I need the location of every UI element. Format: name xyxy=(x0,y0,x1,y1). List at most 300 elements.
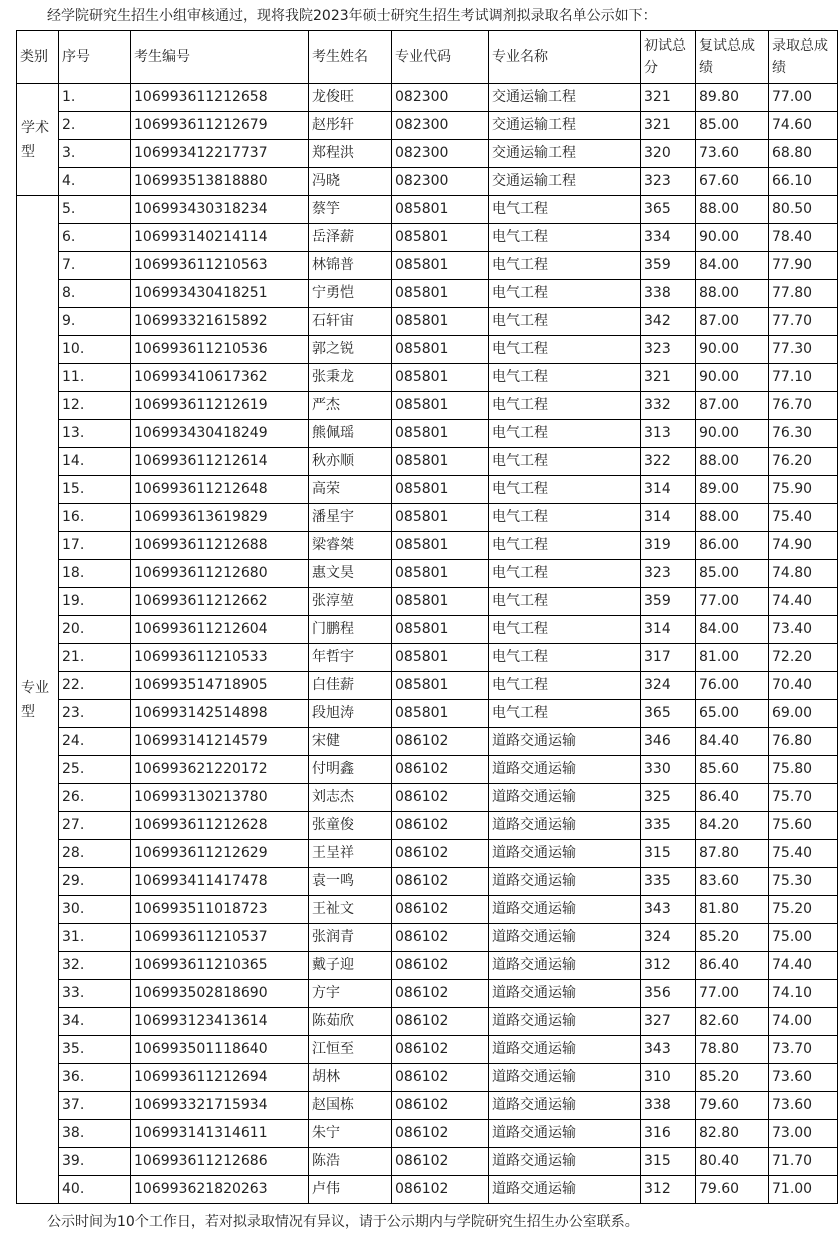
major-name-cell: 电气工程 xyxy=(489,196,641,224)
total-score-cell: 74.10 xyxy=(769,980,838,1008)
major-name-cell: 电气工程 xyxy=(489,308,641,336)
name-cell: 赵国栋 xyxy=(309,1092,392,1120)
major-name-cell: 道路交通运输 xyxy=(489,1176,641,1204)
table-row xyxy=(17,476,838,504)
major-code-cell: 085801 xyxy=(392,280,489,308)
major-name-cell: 电气工程 xyxy=(489,448,641,476)
initial-score-cell: 332 xyxy=(641,392,696,420)
name-cell: 张润青 xyxy=(309,924,392,952)
seq-cell: 7. xyxy=(59,252,131,280)
total-score-cell: 75.30 xyxy=(769,868,838,896)
retest-score-cell: 84.40 xyxy=(696,728,769,756)
total-score-cell: 75.70 xyxy=(769,784,838,812)
table-row xyxy=(17,840,838,868)
table-row xyxy=(17,448,838,476)
retest-score-cell: 88.00 xyxy=(696,448,769,476)
table-row xyxy=(17,728,838,756)
major-name-cell: 电气工程 xyxy=(489,560,641,588)
table-row xyxy=(17,252,838,280)
major-code-cell: 086102 xyxy=(392,812,489,840)
total-score-cell: 73.60 xyxy=(769,1064,838,1092)
total-score-cell: 74.80 xyxy=(769,560,838,588)
exam-id-cell: 106993611212688 xyxy=(131,532,309,560)
major-code-cell: 085801 xyxy=(392,308,489,336)
exam-id-cell: 106993621820263 xyxy=(131,1176,309,1204)
table-row xyxy=(17,532,838,560)
name-cell: 段旭涛 xyxy=(309,700,392,728)
seq-cell: 22. xyxy=(59,672,131,700)
major-name-cell: 道路交通运输 xyxy=(489,1064,641,1092)
seq-cell: 1. xyxy=(59,84,131,112)
name-cell: 赵彤轩 xyxy=(309,112,392,140)
initial-score-cell: 320 xyxy=(641,140,696,168)
retest-score-cell: 85.00 xyxy=(696,112,769,140)
exam-id-cell: 106993611212679 xyxy=(131,112,309,140)
major-name-cell: 电气工程 xyxy=(489,336,641,364)
major-name-cell: 交通运输工程 xyxy=(489,168,641,196)
col-header-major-name: 专业名称 xyxy=(489,31,641,84)
initial-score-cell: 335 xyxy=(641,812,696,840)
name-cell: 郑程洪 xyxy=(309,140,392,168)
initial-score-cell: 325 xyxy=(641,784,696,812)
name-cell: 王呈祥 xyxy=(309,840,392,868)
major-name-cell: 道路交通运输 xyxy=(489,980,641,1008)
initial-score-cell: 314 xyxy=(641,476,696,504)
exam-id-cell: 106993611210533 xyxy=(131,644,309,672)
table-body xyxy=(17,84,838,1204)
table-row xyxy=(17,1176,838,1204)
name-cell: 陈茹欣 xyxy=(309,1008,392,1036)
exam-id-cell: 106993430418249 xyxy=(131,420,309,448)
seq-cell: 34. xyxy=(59,1008,131,1036)
total-score-cell: 73.40 xyxy=(769,616,838,644)
retest-score-cell: 86.40 xyxy=(696,784,769,812)
table-row xyxy=(17,364,838,392)
table-row xyxy=(17,616,838,644)
table-row xyxy=(17,196,838,224)
major-name-cell: 道路交通运输 xyxy=(489,924,641,952)
retest-score-cell: 87.00 xyxy=(696,392,769,420)
exam-id-cell: 106993511018723 xyxy=(131,896,309,924)
retest-score-cell: 84.20 xyxy=(696,812,769,840)
total-score-cell: 74.40 xyxy=(769,952,838,980)
seq-cell: 25. xyxy=(59,756,131,784)
major-name-cell: 电气工程 xyxy=(489,532,641,560)
col-header-retest-score: 复试总成绩 xyxy=(696,31,769,84)
retest-score-cell: 77.00 xyxy=(696,980,769,1008)
seq-cell: 33. xyxy=(59,980,131,1008)
total-score-cell: 74.60 xyxy=(769,112,838,140)
initial-score-cell: 338 xyxy=(641,1092,696,1120)
table-row xyxy=(17,952,838,980)
total-score-cell: 77.00 xyxy=(769,84,838,112)
total-score-cell: 75.60 xyxy=(769,812,838,840)
col-header-name: 考生姓名 xyxy=(309,31,392,84)
major-code-cell: 085801 xyxy=(392,644,489,672)
name-cell: 龙俊旺 xyxy=(309,84,392,112)
major-code-cell: 085801 xyxy=(392,392,489,420)
total-score-cell: 77.70 xyxy=(769,308,838,336)
major-code-cell: 085801 xyxy=(392,336,489,364)
name-cell: 张淳堃 xyxy=(309,588,392,616)
retest-score-cell: 65.00 xyxy=(696,700,769,728)
table-row xyxy=(17,112,838,140)
table-row xyxy=(17,308,838,336)
initial-score-cell: 343 xyxy=(641,1036,696,1064)
major-code-cell: 085801 xyxy=(392,700,489,728)
seq-cell: 3. xyxy=(59,140,131,168)
total-score-cell: 78.40 xyxy=(769,224,838,252)
retest-score-cell: 80.40 xyxy=(696,1148,769,1176)
major-name-cell: 交通运输工程 xyxy=(489,140,641,168)
exam-id-cell: 106993130213780 xyxy=(131,784,309,812)
total-score-cell: 76.30 xyxy=(769,420,838,448)
initial-score-cell: 330 xyxy=(641,756,696,784)
total-score-cell: 74.90 xyxy=(769,532,838,560)
exam-id-cell: 106993411417478 xyxy=(131,868,309,896)
initial-score-cell: 310 xyxy=(641,1064,696,1092)
table-row xyxy=(17,84,838,112)
exam-id-cell: 106993611212614 xyxy=(131,448,309,476)
col-header-exam-id: 考生编号 xyxy=(131,31,309,84)
table-row xyxy=(17,1064,838,1092)
major-code-cell: 086102 xyxy=(392,868,489,896)
initial-score-cell: 313 xyxy=(641,420,696,448)
retest-score-cell: 86.00 xyxy=(696,532,769,560)
name-cell: 王祉文 xyxy=(309,896,392,924)
retest-score-cell: 81.80 xyxy=(696,896,769,924)
major-code-cell: 085801 xyxy=(392,224,489,252)
exam-id-cell: 106993412217737 xyxy=(131,140,309,168)
name-cell: 陈浩 xyxy=(309,1148,392,1176)
seq-cell: 13. xyxy=(59,420,131,448)
name-cell: 戴子迎 xyxy=(309,952,392,980)
table-row xyxy=(17,504,838,532)
initial-score-cell: 315 xyxy=(641,1148,696,1176)
major-name-cell: 电气工程 xyxy=(489,672,641,700)
retest-score-cell: 84.00 xyxy=(696,616,769,644)
name-cell: 张童俊 xyxy=(309,812,392,840)
major-name-cell: 电气工程 xyxy=(489,476,641,504)
total-score-cell: 70.40 xyxy=(769,672,838,700)
major-name-cell: 道路交通运输 xyxy=(489,784,641,812)
retest-score-cell: 90.00 xyxy=(696,224,769,252)
seq-cell: 35. xyxy=(59,1036,131,1064)
major-name-cell: 道路交通运输 xyxy=(489,952,641,980)
exam-id-cell: 106993321615892 xyxy=(131,308,309,336)
table-row xyxy=(17,280,838,308)
seq-cell: 40. xyxy=(59,1176,131,1204)
name-cell: 白佳薪 xyxy=(309,672,392,700)
major-name-cell: 电气工程 xyxy=(489,420,641,448)
exam-id-cell: 106993611210536 xyxy=(131,336,309,364)
major-code-cell: 085801 xyxy=(392,616,489,644)
major-code-cell: 086102 xyxy=(392,840,489,868)
major-code-cell: 085801 xyxy=(392,448,489,476)
major-code-cell: 085801 xyxy=(392,252,489,280)
seq-cell: 5. xyxy=(59,196,131,224)
initial-score-cell: 323 xyxy=(641,560,696,588)
major-code-cell: 086102 xyxy=(392,924,489,952)
major-code-cell: 086102 xyxy=(392,1064,489,1092)
initial-score-cell: 346 xyxy=(641,728,696,756)
major-code-cell: 086102 xyxy=(392,1176,489,1204)
total-score-cell: 76.20 xyxy=(769,448,838,476)
exam-id-cell: 106993430318234 xyxy=(131,196,309,224)
table-row xyxy=(17,924,838,952)
major-name-cell: 电气工程 xyxy=(489,644,641,672)
seq-cell: 14. xyxy=(59,448,131,476)
retest-score-cell: 88.00 xyxy=(696,504,769,532)
seq-cell: 29. xyxy=(59,868,131,896)
seq-cell: 27. xyxy=(59,812,131,840)
initial-score-cell: 359 xyxy=(641,252,696,280)
seq-cell: 32. xyxy=(59,952,131,980)
initial-score-cell: 314 xyxy=(641,504,696,532)
name-cell: 梁睿桀 xyxy=(309,532,392,560)
table-row xyxy=(17,756,838,784)
name-cell: 刘志杰 xyxy=(309,784,392,812)
major-code-cell: 085801 xyxy=(392,476,489,504)
total-score-cell: 75.40 xyxy=(769,840,838,868)
exam-id-cell: 106993611212680 xyxy=(131,560,309,588)
seq-cell: 19. xyxy=(59,588,131,616)
total-score-cell: 72.20 xyxy=(769,644,838,672)
seq-cell: 31. xyxy=(59,924,131,952)
category-cell: 学术型 xyxy=(17,84,59,196)
major-code-cell: 085801 xyxy=(392,364,489,392)
major-name-cell: 电气工程 xyxy=(489,252,641,280)
retest-score-cell: 89.80 xyxy=(696,84,769,112)
retest-score-cell: 77.00 xyxy=(696,588,769,616)
name-cell: 冯晓 xyxy=(309,168,392,196)
major-code-cell: 085801 xyxy=(392,588,489,616)
table-row xyxy=(17,420,838,448)
seq-cell: 17. xyxy=(59,532,131,560)
major-code-cell: 086102 xyxy=(392,1092,489,1120)
exam-id-cell: 106993141214579 xyxy=(131,728,309,756)
retest-score-cell: 90.00 xyxy=(696,364,769,392)
retest-score-cell: 85.20 xyxy=(696,1064,769,1092)
table-row xyxy=(17,1008,838,1036)
initial-score-cell: 317 xyxy=(641,644,696,672)
retest-score-cell: 88.00 xyxy=(696,280,769,308)
retest-score-cell: 73.60 xyxy=(696,140,769,168)
name-cell: 潘星宇 xyxy=(309,504,392,532)
retest-score-cell: 76.00 xyxy=(696,672,769,700)
name-cell: 熊佩瑶 xyxy=(309,420,392,448)
initial-score-cell: 356 xyxy=(641,980,696,1008)
major-name-cell: 电气工程 xyxy=(489,280,641,308)
exam-id-cell: 106993513818880 xyxy=(131,168,309,196)
major-code-cell: 086102 xyxy=(392,1120,489,1148)
exam-id-cell: 106993611212619 xyxy=(131,392,309,420)
table-row xyxy=(17,336,838,364)
major-code-cell: 085801 xyxy=(392,532,489,560)
seq-cell: 11. xyxy=(59,364,131,392)
retest-score-cell: 88.00 xyxy=(696,196,769,224)
initial-score-cell: 359 xyxy=(641,588,696,616)
exam-id-cell: 106993410617362 xyxy=(131,364,309,392)
header-row xyxy=(17,31,838,84)
major-name-cell: 道路交通运输 xyxy=(489,840,641,868)
retest-score-cell: 67.60 xyxy=(696,168,769,196)
seq-cell: 24. xyxy=(59,728,131,756)
initial-score-cell: 365 xyxy=(641,700,696,728)
seq-cell: 2. xyxy=(59,112,131,140)
retest-score-cell: 84.00 xyxy=(696,252,769,280)
name-cell: 郭之锐 xyxy=(309,336,392,364)
name-cell: 惠文昊 xyxy=(309,560,392,588)
table-row xyxy=(17,560,838,588)
exam-id-cell: 106993514718905 xyxy=(131,672,309,700)
name-cell: 蔡竽 xyxy=(309,196,392,224)
major-code-cell: 086102 xyxy=(392,728,489,756)
retest-score-cell: 87.80 xyxy=(696,840,769,868)
table-row xyxy=(17,700,838,728)
retest-score-cell: 79.60 xyxy=(696,1092,769,1120)
retest-score-cell: 82.80 xyxy=(696,1120,769,1148)
total-score-cell: 75.40 xyxy=(769,504,838,532)
initial-score-cell: 314 xyxy=(641,616,696,644)
exam-id-cell: 106993141314611 xyxy=(131,1120,309,1148)
table-row xyxy=(17,140,838,168)
table-row xyxy=(17,168,838,196)
table-row xyxy=(17,672,838,700)
seq-cell: 26. xyxy=(59,784,131,812)
major-code-cell: 086102 xyxy=(392,1008,489,1036)
major-code-cell: 086102 xyxy=(392,1148,489,1176)
seq-cell: 10. xyxy=(59,336,131,364)
major-name-cell: 道路交通运输 xyxy=(489,728,641,756)
initial-score-cell: 335 xyxy=(641,868,696,896)
seq-cell: 15. xyxy=(59,476,131,504)
exam-id-cell: 106993613619829 xyxy=(131,504,309,532)
table-row xyxy=(17,812,838,840)
exam-id-cell: 106993142514898 xyxy=(131,700,309,728)
initial-score-cell: 321 xyxy=(641,112,696,140)
table-row xyxy=(17,644,838,672)
table-row xyxy=(17,224,838,252)
major-name-cell: 交通运输工程 xyxy=(489,112,641,140)
retest-score-cell: 82.60 xyxy=(696,1008,769,1036)
retest-score-cell: 90.00 xyxy=(696,336,769,364)
seq-cell: 20. xyxy=(59,616,131,644)
major-code-cell: 085801 xyxy=(392,504,489,532)
intro-text: 经学院研究生招生小组审核通过，现将我院2023年硕士研究生招生考试调剂拟录取名单公示如下： xyxy=(47,8,657,24)
col-header-category: 类别 xyxy=(17,31,59,84)
name-cell: 秋亦顺 xyxy=(309,448,392,476)
initial-score-cell: 343 xyxy=(641,896,696,924)
exam-id-cell: 106993611210537 xyxy=(131,924,309,952)
total-score-cell: 75.80 xyxy=(769,756,838,784)
seq-cell: 12. xyxy=(59,392,131,420)
table-row xyxy=(17,868,838,896)
major-code-cell: 085801 xyxy=(392,672,489,700)
major-name-cell: 道路交通运输 xyxy=(489,1120,641,1148)
initial-score-cell: 316 xyxy=(641,1120,696,1148)
total-score-cell: 73.70 xyxy=(769,1036,838,1064)
exam-id-cell: 106993611212658 xyxy=(131,84,309,112)
major-code-cell: 082300 xyxy=(392,168,489,196)
table-row xyxy=(17,1148,838,1176)
total-score-cell: 77.30 xyxy=(769,336,838,364)
exam-id-cell: 106993611212648 xyxy=(131,476,309,504)
total-score-cell: 75.90 xyxy=(769,476,838,504)
major-code-cell: 086102 xyxy=(392,756,489,784)
seq-cell: 8. xyxy=(59,280,131,308)
name-cell: 胡林 xyxy=(309,1064,392,1092)
seq-cell: 38. xyxy=(59,1120,131,1148)
initial-score-cell: 322 xyxy=(641,448,696,476)
major-name-cell: 道路交通运输 xyxy=(489,756,641,784)
major-name-cell: 道路交通运输 xyxy=(489,896,641,924)
retest-score-cell: 81.00 xyxy=(696,644,769,672)
name-cell: 岳泽薪 xyxy=(309,224,392,252)
name-cell: 方宇 xyxy=(309,980,392,1008)
major-name-cell: 电气工程 xyxy=(489,588,641,616)
major-name-cell: 电气工程 xyxy=(489,392,641,420)
total-score-cell: 77.10 xyxy=(769,364,838,392)
total-score-cell: 80.50 xyxy=(769,196,838,224)
exam-id-cell: 106993611210365 xyxy=(131,952,309,980)
name-cell: 朱宁 xyxy=(309,1120,392,1148)
exam-id-cell: 106993140214114 xyxy=(131,224,309,252)
exam-id-cell: 106993611212694 xyxy=(131,1064,309,1092)
seq-cell: 21. xyxy=(59,644,131,672)
name-cell: 袁一鸣 xyxy=(309,868,392,896)
exam-id-cell: 106993611212662 xyxy=(131,588,309,616)
initial-score-cell: 315 xyxy=(641,840,696,868)
initial-score-cell: 327 xyxy=(641,1008,696,1036)
seq-cell: 36. xyxy=(59,1064,131,1092)
initial-score-cell: 365 xyxy=(641,196,696,224)
name-cell: 张秉龙 xyxy=(309,364,392,392)
name-cell: 石轩宙 xyxy=(309,308,392,336)
total-score-cell: 75.00 xyxy=(769,924,838,952)
major-code-cell: 086102 xyxy=(392,952,489,980)
major-name-cell: 电气工程 xyxy=(489,504,641,532)
exam-id-cell: 106993611212628 xyxy=(131,812,309,840)
total-score-cell: 71.00 xyxy=(769,1176,838,1204)
name-cell: 江恒至 xyxy=(309,1036,392,1064)
exam-id-cell: 106993321715934 xyxy=(131,1092,309,1120)
name-cell: 年哲宇 xyxy=(309,644,392,672)
retest-score-cell: 78.80 xyxy=(696,1036,769,1064)
retest-score-cell: 86.40 xyxy=(696,952,769,980)
seq-cell: 16. xyxy=(59,504,131,532)
initial-score-cell: 321 xyxy=(641,84,696,112)
major-code-cell: 082300 xyxy=(392,140,489,168)
seq-cell: 6. xyxy=(59,224,131,252)
major-code-cell: 085801 xyxy=(392,420,489,448)
category-cell: 专业型 xyxy=(17,196,59,1204)
retest-score-cell: 85.60 xyxy=(696,756,769,784)
table-row xyxy=(17,1092,838,1120)
total-score-cell: 68.80 xyxy=(769,140,838,168)
major-name-cell: 道路交通运输 xyxy=(489,868,641,896)
name-cell: 宋健 xyxy=(309,728,392,756)
major-code-cell: 082300 xyxy=(392,84,489,112)
table-row xyxy=(17,588,838,616)
exam-id-cell: 106993501118640 xyxy=(131,1036,309,1064)
notice-footer-text: 公示时间为10个工作日，若对拟录取情况有异议，请于公示期内与学院研究生招生办公室联系。 xyxy=(47,1214,639,1230)
exam-id-cell: 106993621220172 xyxy=(131,756,309,784)
total-score-cell: 77.80 xyxy=(769,280,838,308)
exam-id-cell: 106993611212629 xyxy=(131,840,309,868)
name-cell: 门鹏程 xyxy=(309,616,392,644)
major-name-cell: 电气工程 xyxy=(489,700,641,728)
